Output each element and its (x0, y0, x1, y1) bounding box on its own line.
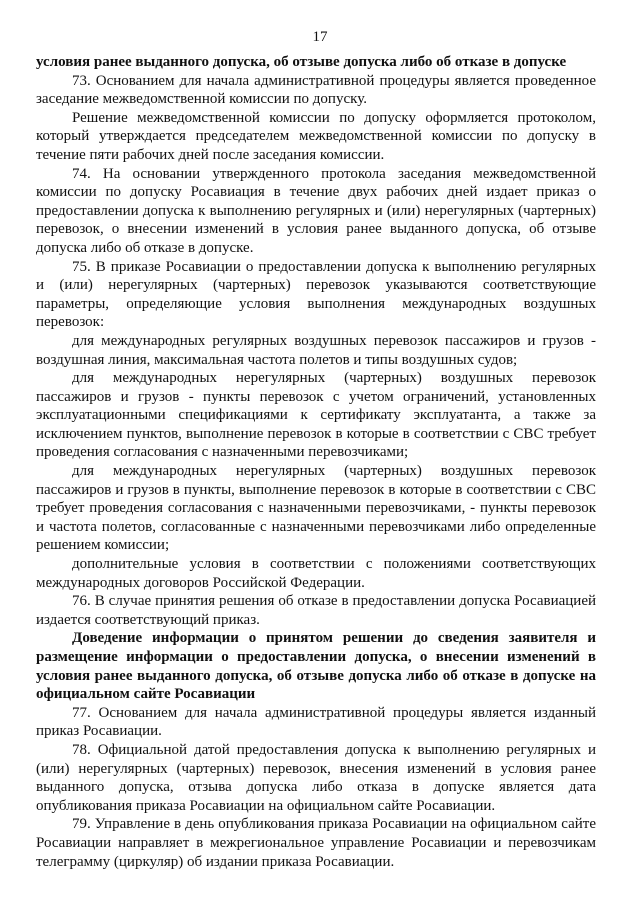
paragraph-76: 76. В случае принятия решения об отказе в предоставлении допуска Росавиацией издается соответствующий приказ. (36, 593, 596, 628)
list-item-charter-agreed-points: для международных нерегулярных (чартерных) воздушных перевозок пассажиров и грузов в пункты, выполнение перевозок в которые в соответствии с СВС требует проведения согласования с назначенными перевозчиками, - пункты перевозок и частота полетов, согласованные с назначенными перевозчиками либо определенные решением комиссии; (36, 463, 596, 554)
section-heading-continuation: условия ранее выданного допуска, об отзыве допуска либо об отказе в допуске (36, 54, 567, 70)
paragraph-78: 78. Официальной датой предоставления допуска к выполнению регулярных и (или) нерегулярных (чартерных) перевозок, внесения изменений в условия ранее выданного допуска, отзыва допуска либо отказа в допуске является дата опубликования приказа Росавиации на официальном сайте Росавиации. (36, 741, 596, 814)
paragraph-79: 79. Управление в день опубликования приказа Росавиации на официальном сайте Росавиации направляет в межрегиональное управление Росавиации и перевозчикам телеграмму (циркуляр) об издании приказа Росавиации. (36, 816, 596, 870)
paragraph-75: 75. В приказе Росавиации о предоставлении допуска к выполнению регулярных и (или) нерегулярных (чартерных) перевозок указываются соответствующие параметры, определяющие условия выполнения международных воздушных перевозок: (36, 258, 596, 331)
list-item-additional-conditions: дополнительные условия в соответствии с положениями соответствующих международных договоров Российской Федерации. (36, 556, 596, 591)
paragraph-73: 73. Основанием для начала административной процедуры является проведенное заседание межведомственной комиссии по допуску. (36, 72, 596, 108)
paragraph-77: 77. Основанием для начала административной процедуры является изданный приказ Росавиации. (36, 704, 596, 740)
section-heading-publication: Доведение информации о принятом решении до сведения заявителя и размещение информации о предоставлении допуска, о внесении изменений в условия ранее выданного допуска, об отзыве допуска либо об отказе в допуске на официальном сайте Росавиации (36, 630, 596, 703)
list-item-regular-flights: для международных регулярных воздушных перевозок пассажиров и грузов - воздушная линия, максимальная частота полетов и типы воздушных судов; (36, 332, 596, 368)
paragraph-74: 74. На основании утвержденного протокола заседания межведомственной комиссии по допуску Росавиация в течение двух рабочих дней издает приказ о предоставлении допуска к выполнению регулярных и (или) нерегулярных (чартерных) перевозок, о внесении изменений в условия ранее выданного допуска, об отзыве допуска либо об отказе в допуске. (36, 165, 596, 256)
document-body (36, 53, 596, 871)
list-item-charter-flights: для международных нерегулярных (чартерных) воздушных перевозок пассажиров и грузов - пункты перевозок с учетом ограничений, установленных эксплуатационными спецификациями к сертификату эксплуатанта, а также за исключением пунктов, выполнение перевозок в которые в соответствии с СВС требует проведения согласования с назначенными перевозчиками; (36, 370, 596, 461)
page-number: 17 (312, 29, 328, 45)
paragraph-protocol: Решение межведомственной комиссии по допуску оформляется протоколом, который утверждается председателем межведомственной комиссии по допуску в течение пяти рабочих дней после заседания комиссии. (36, 109, 596, 163)
